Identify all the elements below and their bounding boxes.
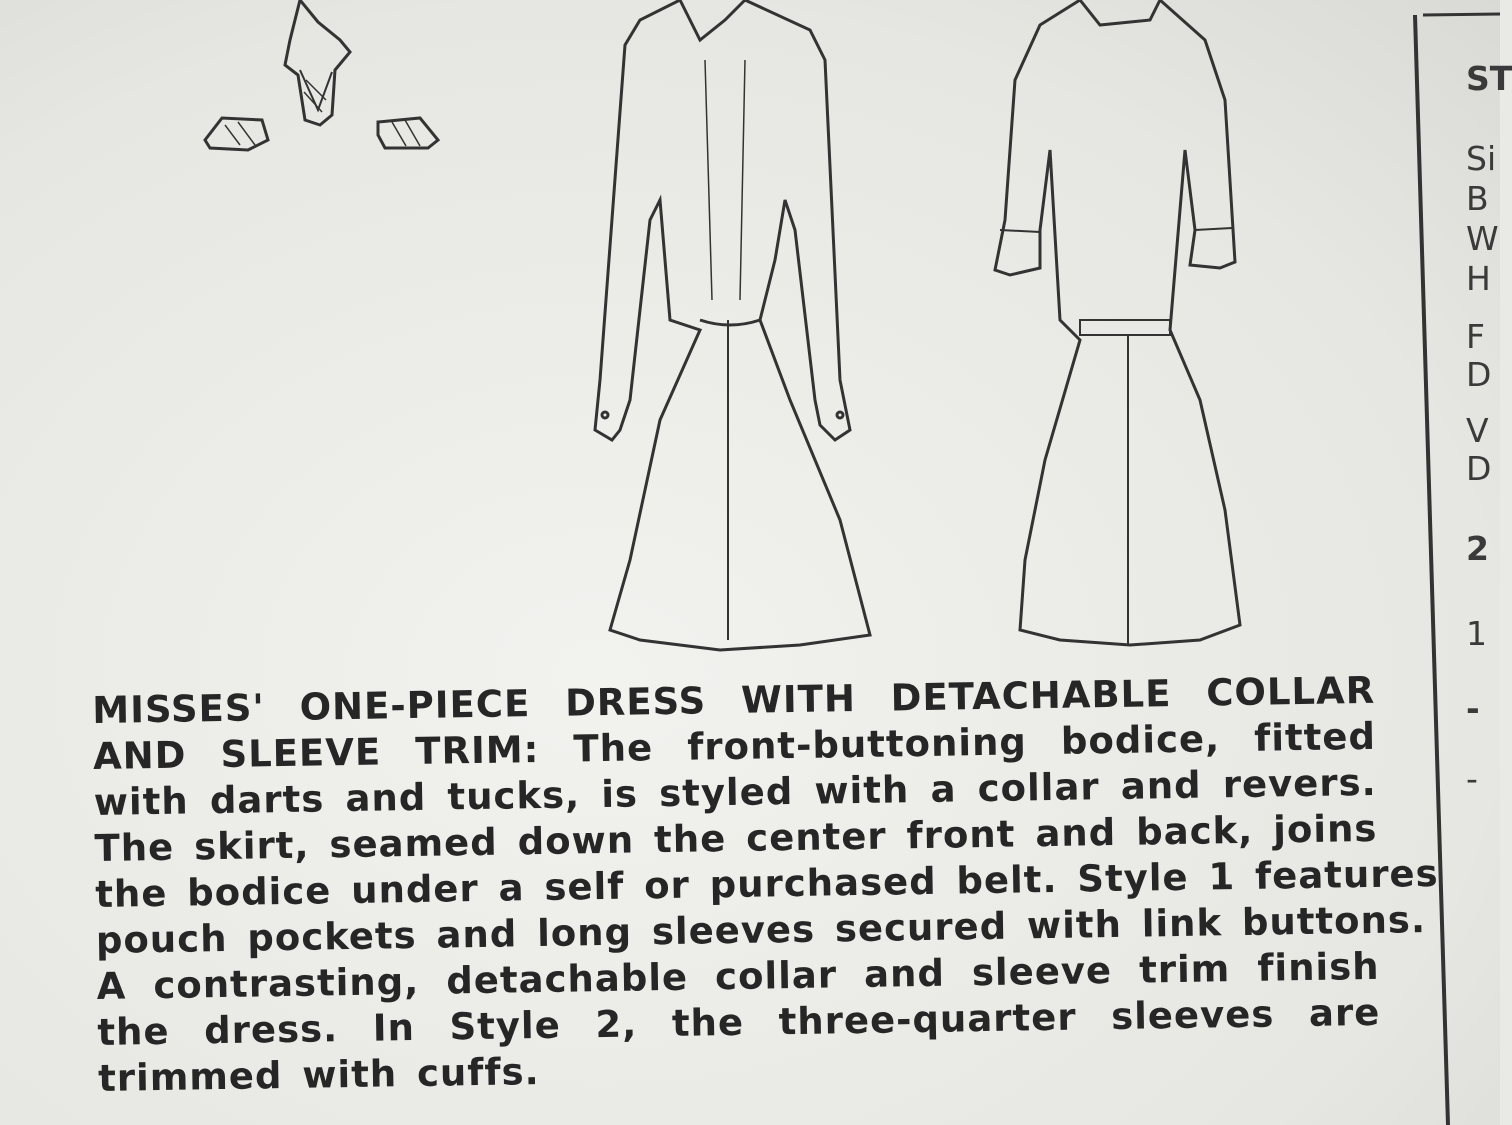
fragment-text: -	[1466, 759, 1478, 798]
fragment-text: 2	[1466, 529, 1489, 568]
column-top-rule	[1423, 14, 1500, 15]
fragment-text: D	[1466, 449, 1492, 488]
description-line: pouch pockets and long sleeves secured with link buttons.	[95, 898, 1427, 962]
dress-style-1-illustration	[595, 0, 870, 650]
description-line: A contrasting, detachable collar and sleeve trim finish	[96, 944, 1380, 1008]
cuff-right-illustration	[378, 118, 438, 148]
fragment-text: F	[1466, 317, 1485, 356]
description-line: The skirt, seamed down the center front and back, joins	[94, 806, 1378, 870]
fragment-text: B	[1466, 179, 1489, 218]
fragment-text: -	[1466, 689, 1480, 728]
description-line: with darts and tucks, is styled with a collar and revers.	[93, 760, 1377, 824]
dress-style-2-illustration	[995, 0, 1240, 645]
column-border	[1415, 15, 1448, 1125]
fragment-text: V	[1466, 411, 1489, 450]
fragment-text: W	[1466, 219, 1499, 258]
cuff-left-illustration	[205, 118, 268, 150]
pattern-description	[92, 668, 1439, 1102]
description-line: the dress. In Style 2, the three-quarter sleeves are	[97, 990, 1381, 1054]
fragment-text: H	[1466, 259, 1491, 298]
fragment-text: Si	[1466, 139, 1497, 178]
description-line: AND SLEEVE TRIM: The front-buttoning bodice, fitted	[92, 714, 1377, 778]
fragment-text: ST	[1466, 59, 1512, 98]
detachable-collar-illustration	[285, 0, 350, 125]
description-line: the bodice under a self or purchased belt. Style 1 features	[94, 851, 1439, 916]
description-line: trimmed with cuffs.	[97, 1050, 540, 1100]
fragment-text: D	[1466, 355, 1492, 394]
description-line: MISSES' ONE-PIECE DRESS WITH DETACHABLE COLLAR	[92, 668, 1376, 732]
fragment-text: 1	[1466, 614, 1487, 653]
